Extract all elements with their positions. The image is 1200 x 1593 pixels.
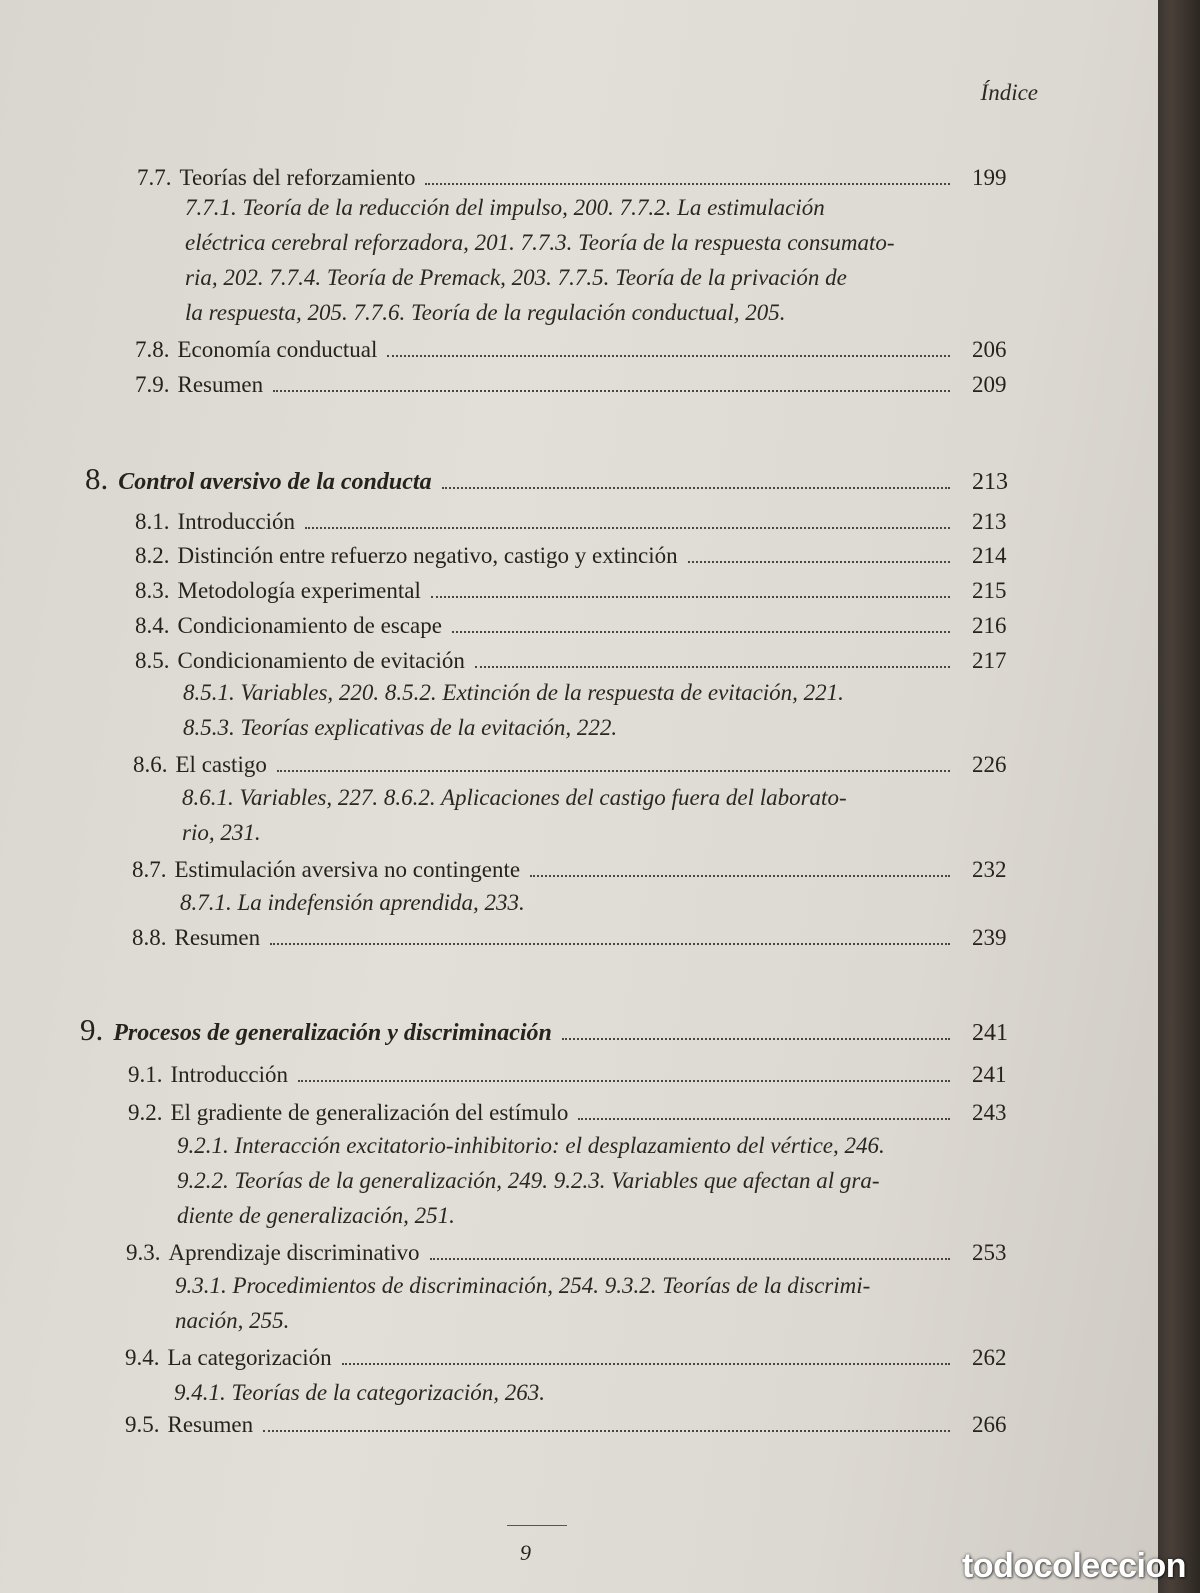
toc-entry-number: 8.8.	[132, 925, 167, 950]
toc-subsections	[180, 885, 525, 920]
toc-subsections	[174, 1375, 545, 1410]
toc-page-number: 209	[972, 372, 1007, 397]
toc-entry-title: Introducción	[170, 1062, 289, 1087]
dot-leader	[430, 1257, 950, 1260]
toc-entry-title: Resumen	[177, 372, 264, 397]
toc-entry-number: 8.7.	[132, 857, 167, 882]
toc-section-entry	[125, 1412, 1022, 1438]
dot-leader	[273, 389, 950, 392]
toc-subsection-line: eléctrica cerebral reforzadora, 201. 7.7.3. Teoría de la respuesta consumato-	[185, 230, 895, 255]
dot-leader	[688, 560, 950, 563]
toc-entry-title: Condicionamiento de evitación	[177, 648, 465, 673]
toc-entry-number: 9.4.	[125, 1345, 160, 1370]
toc-entry-title: Resumen	[174, 925, 261, 950]
toc-entry-title: Procesos de generalización y discriminación	[113, 1020, 552, 1046]
toc-chapter-entry	[80, 1012, 1022, 1048]
toc-section-entry	[137, 165, 1022, 191]
toc-page-number: 253	[972, 1240, 1007, 1265]
toc-entry-title: La categorización	[167, 1345, 332, 1370]
toc-entry-title: El castigo	[175, 752, 267, 777]
footer-rule	[507, 1525, 567, 1526]
toc-page-number: 214	[972, 543, 1007, 568]
book-edge	[1158, 0, 1200, 1593]
toc-entry-number: 8.4.	[135, 613, 170, 638]
toc-entry-number: 8.6.	[133, 752, 168, 777]
toc-subsection-line: 9.2.1. Interacción excitatorio-inhibitorio: el desplazamiento del vértice, 246.	[177, 1133, 885, 1158]
toc-page-number: 232	[972, 857, 1007, 882]
toc-page-number: 266	[972, 1412, 1007, 1437]
toc-entry-number: 9.	[80, 1012, 104, 1047]
toc-subsection-line: 8.5.3. Teorías explicativas de la evitación, 222.	[183, 715, 618, 740]
toc-entry-number: 8.3.	[135, 578, 170, 603]
toc-section-entry	[132, 925, 1022, 951]
page-folio: 9	[520, 1540, 531, 1565]
dot-leader	[342, 1362, 950, 1365]
dot-leader	[578, 1117, 950, 1120]
toc-subsection-line: 8.6.1. Variables, 227. 8.6.2. Aplicaciones del castigo fuera del laborato-	[182, 785, 847, 810]
toc-entry-title: Teorías del reforzamiento	[179, 165, 416, 190]
toc-page-number: 241	[972, 1020, 1008, 1046]
toc-entry-title: Economía conductual	[177, 337, 378, 362]
toc-subsection-line: 7.7.1. Teoría de la reducción del impulso, 200. 7.7.2. La estimulación	[185, 195, 825, 220]
toc-section-entry	[135, 613, 1022, 639]
dot-leader	[431, 595, 950, 598]
toc-chapter-entry	[85, 461, 1022, 497]
toc-entry-title: El gradiente de generalización del estímulo	[170, 1100, 569, 1125]
toc-page-number: 206	[972, 337, 1007, 362]
toc-section-entry	[128, 1062, 1022, 1088]
toc-entry-number: 8.1.	[135, 509, 170, 534]
toc-subsections	[185, 190, 895, 330]
toc-entry-title: Condicionamiento de escape	[177, 613, 442, 638]
toc-page-number: 213	[972, 509, 1007, 534]
toc-entry-number: 7.9.	[135, 372, 170, 397]
toc-page-number: 241	[972, 1062, 1007, 1087]
toc-section-entry	[135, 543, 1022, 569]
dot-leader	[298, 1079, 950, 1082]
toc-entry-number: 8.	[85, 461, 109, 496]
toc-page-number: 213	[972, 469, 1008, 495]
toc-section-entry	[132, 857, 1022, 883]
toc-page-number: 243	[972, 1100, 1007, 1125]
toc-entry-number: 9.5.	[125, 1412, 160, 1437]
toc-subsection-line: rio, 231.	[182, 820, 261, 845]
toc-page-number: 217	[972, 648, 1007, 673]
dot-leader	[475, 665, 950, 668]
toc-section-entry	[135, 509, 1022, 535]
toc-subsection-line: 9.2.2. Teorías de la generalización, 249. 9.2.3. Variables que afectan al gra-	[177, 1168, 880, 1193]
dot-leader	[425, 182, 950, 185]
dot-leader	[562, 1037, 950, 1040]
toc-page-number: 262	[972, 1345, 1007, 1370]
toc-section-entry	[135, 372, 1022, 398]
toc-page-number: 199	[972, 165, 1007, 190]
toc-subsection-line: 8.7.1. La indefensión aprendida, 233.	[180, 890, 525, 915]
toc-subsections	[177, 1128, 885, 1233]
watermark-logo: todocoleccion	[962, 1547, 1186, 1585]
toc-entry-title: Introducción	[177, 509, 296, 534]
toc-subsection-line: 9.3.1. Procedimientos de discriminación, 254. 9.3.2. Teorías de la discrimi-	[175, 1273, 871, 1298]
toc-section-entry	[135, 578, 1022, 604]
toc-section-entry	[128, 1100, 1022, 1126]
dot-leader	[442, 486, 950, 489]
toc-page-number: 215	[972, 578, 1007, 603]
toc-subsections	[183, 675, 844, 745]
dot-leader	[452, 630, 950, 633]
toc-page-number: 226	[972, 752, 1007, 777]
toc-entry-title: Control aversivo de la conducta	[118, 469, 432, 495]
toc-entry-number: 9.3.	[126, 1240, 161, 1265]
dot-leader	[263, 1429, 950, 1432]
toc-entry-title: Distinción entre refuerzo negativo, castigo y extinción	[177, 543, 678, 568]
running-head: Índice	[980, 80, 1038, 105]
dot-leader	[387, 354, 950, 357]
dot-leader	[305, 526, 950, 529]
toc-section-entry	[135, 648, 1022, 674]
toc-entry-number: 9.1.	[128, 1062, 163, 1087]
toc-section-entry	[135, 337, 1022, 363]
toc-subsections	[182, 780, 847, 850]
toc-entry-number: 8.5.	[135, 648, 170, 673]
toc-entry-number: 7.8.	[135, 337, 170, 362]
toc-subsection-line: nación, 255.	[175, 1308, 290, 1333]
toc-subsections	[175, 1268, 870, 1338]
toc-entry-title: Metodología experimental	[177, 578, 421, 603]
toc-subsection-line: ria, 202. 7.7.4. Teoría de Premack, 203. 7.7.5. Teoría de la privación de	[185, 265, 847, 290]
toc-subsection-line: la respuesta, 205. 7.7.6. Teoría de la regulación conductual, 205.	[185, 300, 786, 325]
toc-page-number: 239	[972, 925, 1007, 950]
toc-page-number: 216	[972, 613, 1007, 638]
toc-section-entry	[133, 752, 1022, 778]
toc-entry-title: Resumen	[167, 1412, 254, 1437]
toc-subsection-line: 8.5.1. Variables, 220. 8.5.2. Extinción de la respuesta de evitación, 221.	[183, 680, 844, 705]
toc-entry-number: 7.7.	[137, 165, 172, 190]
toc-entry-title: Estimulación aversiva no contingente	[174, 857, 521, 882]
toc-section-entry	[125, 1345, 1022, 1371]
toc-entry-title: Aprendizaje discriminativo	[168, 1240, 420, 1265]
toc-subsection-line: diente de generalización, 251.	[177, 1203, 455, 1228]
dot-leader	[277, 769, 950, 772]
toc-subsection-line: 9.4.1. Teorías de la categorización, 263.	[174, 1380, 545, 1405]
toc-section-entry	[126, 1240, 1022, 1266]
dot-leader	[270, 942, 950, 945]
dot-leader	[530, 874, 950, 877]
toc-entry-number: 8.2.	[135, 543, 170, 568]
toc-entry-number: 9.2.	[128, 1100, 163, 1125]
